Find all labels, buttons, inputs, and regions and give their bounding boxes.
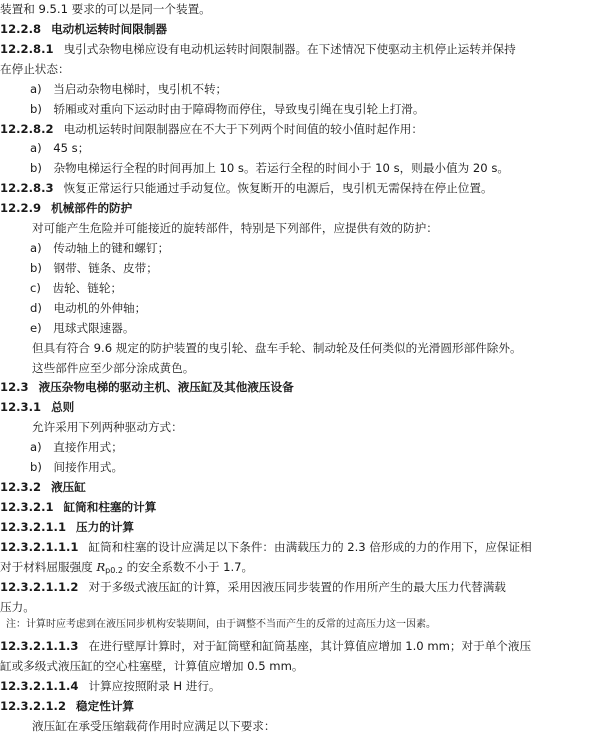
section-heading-12-3-2 — [0, 479, 590, 495]
section-heading-12-2-9 — [0, 200, 590, 216]
list-item-c — [30, 280, 590, 296]
section-title: 压力的计算 — [76, 519, 135, 534]
clause-number: 12.2.8.1 — [0, 41, 54, 56]
clause-text: 曳引式杂物电梯应设有电动机运转时间限制器。在下述情况下使驱动主机停止运转并保持 — [63, 41, 516, 56]
list-item-e — [30, 320, 590, 336]
list-item-b — [30, 260, 590, 276]
section-title: 稳定性计算 — [76, 699, 135, 714]
paragraph-text: 对可能产生危险并可能接近的旋转部件，特别是下列部件，应提供有效的防护： — [32, 221, 438, 236]
list-item-text: a) 45 s； — [30, 141, 90, 156]
note-line — [6, 618, 590, 632]
clause-text: 对于多级式液压缸的计算，采用因液压同步装置的作用所产生的最大压力代替满载 — [88, 579, 506, 594]
list-item-text: d) 电动机的外伸轴； — [30, 300, 147, 315]
clause-number: 12.3.2.1.1.1 — [0, 539, 79, 554]
paragraph-line — [0, 599, 590, 615]
list-item-a — [30, 439, 590, 455]
list-item-text: a) 当启动杂物电梯时，曳引机不转； — [30, 81, 228, 96]
clause-12-3-2-1-1-3 — [0, 638, 590, 654]
list-item-b — [30, 459, 590, 475]
list-item-text: a) 直接作用式； — [30, 440, 123, 455]
section-heading-12-3-2-1 — [0, 499, 590, 515]
section-title: 机械部件的防护 — [51, 201, 133, 216]
clause-text: 电动机运转时间限制器应在不大于下列两个时间值的较小值时起作用： — [63, 121, 423, 136]
paragraph-line — [0, 1, 590, 17]
clause-12-2-8-2 — [0, 121, 590, 137]
section-heading-12-3-1 — [0, 399, 590, 415]
section-title: 总则 — [51, 400, 75, 415]
clause-text: 恢复正常运行只能通过手动复位。恢复断开的电源后，曳引机无需保持在停止位置。 — [63, 181, 493, 196]
clause-number: 12.3.2.1.1.2 — [0, 579, 79, 594]
list-item-d — [30, 300, 590, 316]
paragraph-line — [32, 220, 590, 236]
section-number: 12.3.1 — [0, 400, 42, 415]
paragraph-line — [32, 340, 590, 356]
section-title: 液压杂物电梯的驱动主机、液压缸及其他液压设备 — [38, 380, 294, 395]
paragraph-line — [0, 559, 590, 579]
list-item-text: b) 轿厢或对重向下运动时由于障碍物而停住，导致曳引绳在曳引轮上打滑。 — [30, 101, 425, 116]
paragraph-line — [0, 658, 590, 674]
section-number: 12.3.2.1.2 — [0, 699, 67, 714]
paragraph-text: 但具有符合 9.6 规定的防护装置的曳引轮、盘车手轮、制动轮及任何类似的光滑圆形部件除外。 — [32, 340, 522, 355]
section-heading-12-3-2-1-2 — [0, 698, 590, 714]
list-item-a — [30, 140, 590, 156]
list-item-text: c) 齿轮、链轮； — [30, 280, 123, 295]
paragraph-line — [32, 419, 590, 435]
section-title: 缸筒和柱塞的计算 — [63, 499, 157, 514]
paragraph-text: 装置和 9.5.1 要求的可以是同一个装置。 — [0, 2, 211, 16]
clause-number: 12.2.8.3 — [0, 181, 54, 196]
symbol-subscript: p0.2 — [105, 565, 123, 575]
paragraph-text: 压力。 — [0, 599, 35, 614]
clause-number: 12.2.8.2 — [0, 121, 54, 136]
clause-text: 在进行壁厚计算时，对于缸筒壁和缸筒基座，其计算值应增加 1.0 mm；对于单个液压 — [88, 639, 532, 654]
section-number: 12.3.2.1 — [0, 499, 54, 514]
section-number: 12.3.2.1.1 — [0, 519, 67, 534]
section-number: 12.3.2 — [0, 480, 42, 494]
list-item-text: b) 间接作用式。 — [30, 460, 124, 475]
clause-number: 12.3.2.1.1.4 — [0, 679, 79, 694]
paragraph-text: 的安全系数不小于 1.7。 — [122, 559, 254, 574]
paragraph-line — [0, 61, 590, 77]
section-title: 液压缸 — [51, 480, 86, 494]
note-text: 注：计算时应考虑到在液压同步机构安装期间，由于调整不当而产生的反常的过高压力这一因素。 — [6, 619, 436, 631]
paragraph-text: 缸或多级式液压缸的空心柱塞壁，计算值应增加 0.5 mm。 — [0, 659, 304, 674]
section-heading-12-3-2-1-1 — [0, 519, 590, 535]
clause-12-2-8-3 — [0, 180, 590, 196]
clause-12-2-8-1 — [0, 41, 590, 57]
clause-text: 缸筒和柱塞的设计应满足以下条件：由满载压力的 2.3 倍形成的力的作用下，应保证相 — [88, 539, 532, 554]
clause-12-3-2-1-1-2 — [0, 579, 590, 595]
section-number: 12.3 — [0, 380, 29, 395]
paragraph-text: 在停止状态： — [0, 61, 70, 76]
list-item-text: a) 传动轴上的键和螺钉； — [30, 241, 170, 255]
list-item-a — [30, 240, 590, 256]
symbol-r: R — [96, 559, 106, 574]
paragraph-text: 对于材料屈服强度 — [0, 559, 97, 574]
paragraph-text: 这些部件应至少部分涂成黄色。 — [32, 360, 195, 375]
list-item-text: b) 钢带、链条、皮带； — [30, 260, 158, 275]
paragraph-text: 液压缸在承受压缩载荷作用时应满足以下要求： — [32, 719, 276, 733]
section-heading-12-2-8 — [0, 21, 590, 37]
list-item-b — [30, 160, 590, 176]
section-title: 电动机运转时间限制器 — [51, 21, 168, 36]
list-item-a — [30, 81, 590, 97]
list-item-text: b) 杂物电梯运行全程的时间再加上 10 s。若运行全程的时间小于 10 s，则最小值为 20 s。 — [30, 161, 509, 176]
section-number: 12.2.9 — [0, 201, 42, 216]
section-number: 12.2.8 — [0, 21, 42, 36]
section-heading-12-3 — [0, 379, 590, 395]
clause-text: 计算应按照附录 H 进行。 — [88, 679, 221, 694]
paragraph-line — [32, 360, 590, 376]
list-item-text: e) 甩球式限速器。 — [30, 320, 135, 335]
list-item-b — [30, 101, 590, 117]
paragraph-text: 允许采用下列两种驱动方式： — [32, 420, 183, 435]
clause-12-3-2-1-1-1 — [0, 539, 590, 555]
clause-12-3-2-1-1-4 — [0, 678, 590, 694]
paragraph-line — [32, 718, 590, 734]
clause-number: 12.3.2.1.1.3 — [0, 639, 79, 654]
